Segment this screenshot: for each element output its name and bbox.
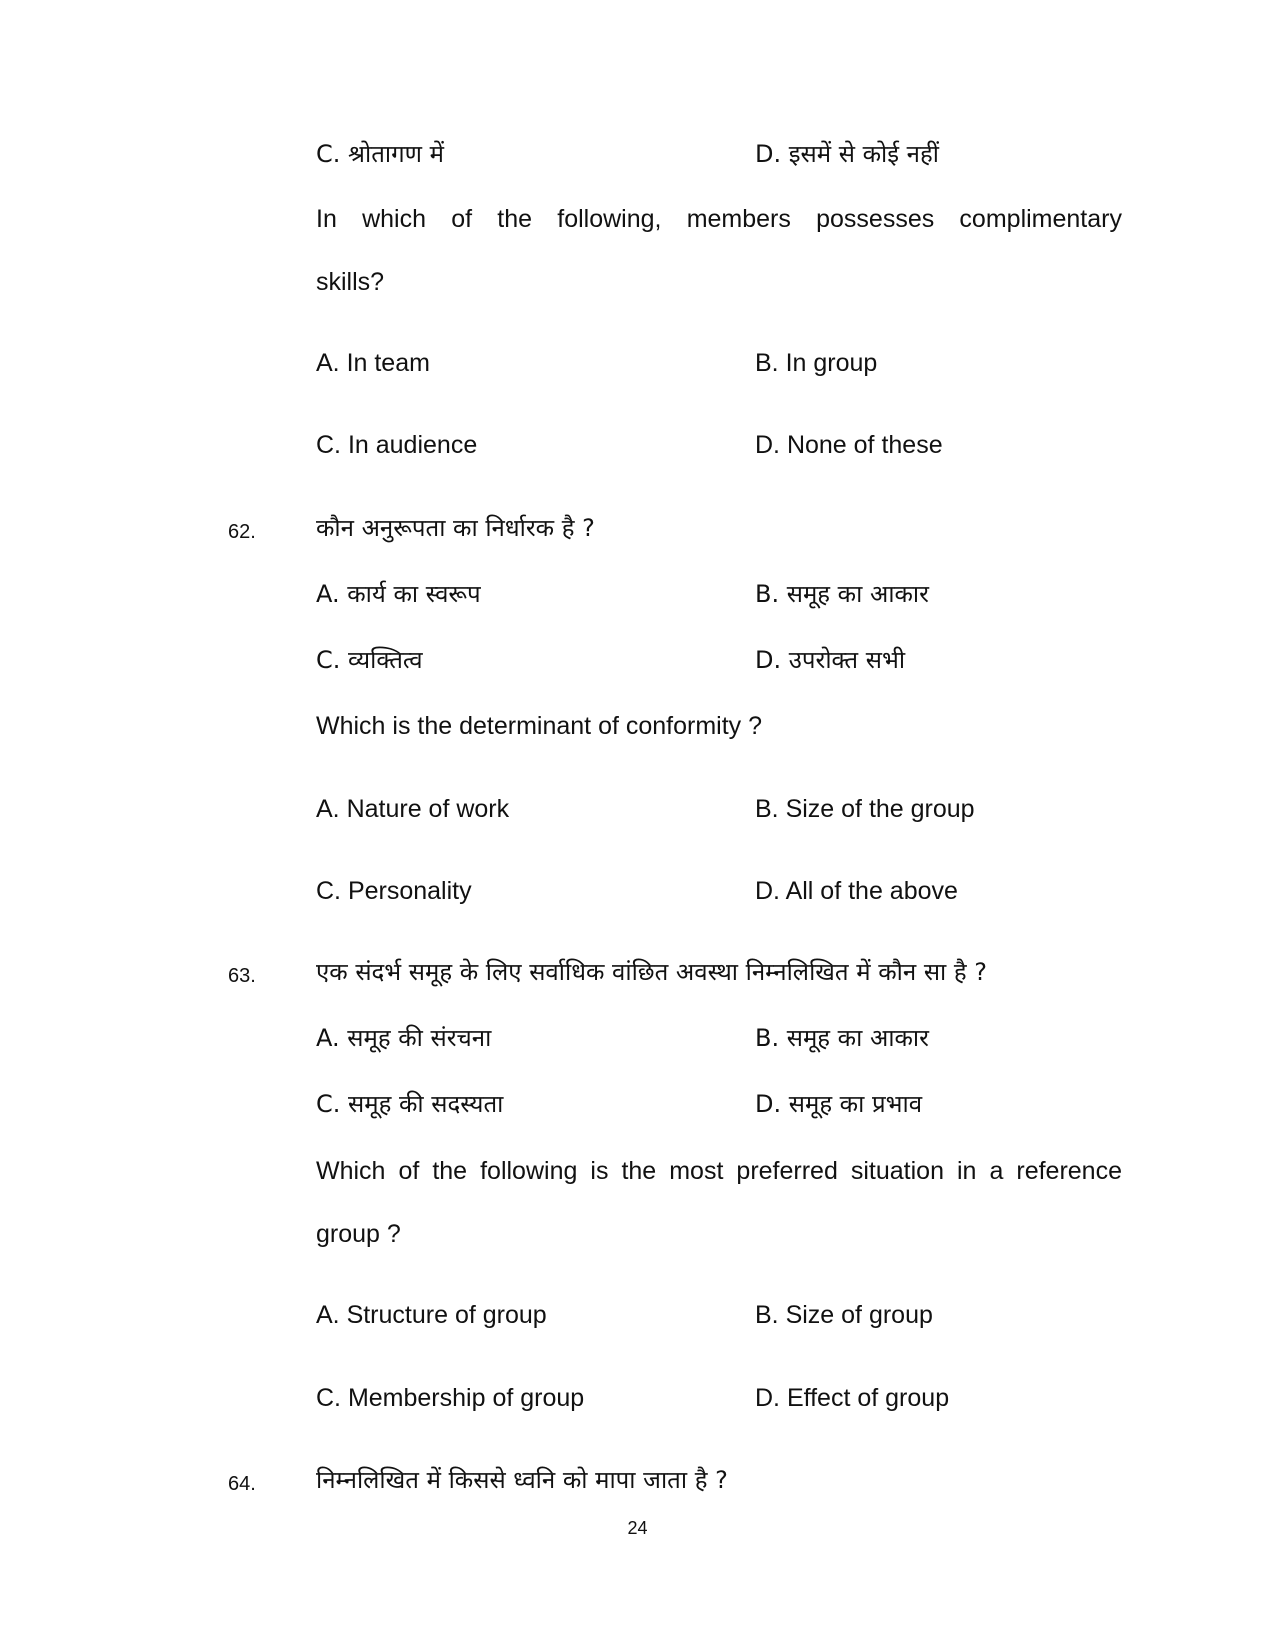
q61-english-option-b: B. In group xyxy=(755,349,878,377)
q61-english-option-d: D. None of these xyxy=(755,431,943,459)
q63-english-option-b: B. Size of group xyxy=(755,1301,933,1329)
q62-english-option-a: A. Nature of work xyxy=(316,795,510,823)
q62-hindi-question: कौन अनुरूपता का निर्धारक है ? xyxy=(316,514,595,542)
q61-english-question-line2: skills? xyxy=(316,268,385,296)
q61-hindi-option-c: C. श्रोतागण में xyxy=(316,140,444,168)
q63-english-option-d: D. Effect of group xyxy=(755,1384,950,1412)
q61-english-question-line1: In which of the following, members possesses complimentary xyxy=(316,205,1122,233)
q63-english-question-line1: Which of the following is the most preferred situation in a reference xyxy=(316,1157,1122,1185)
question-number-63: 63. xyxy=(228,965,256,987)
question-number-64: 64. xyxy=(228,1473,256,1495)
q63-hindi-question: एक संदर्भ समूह के लिए सर्वाधिक वांछित अवस्था निम्नलिखित में कौन सा है ? xyxy=(316,958,987,986)
q62-hindi-option-a: A. कार्य का स्वरूप xyxy=(316,580,481,608)
q63-english-option-c: C. Membership of group xyxy=(316,1384,585,1412)
q62-english-option-c: C. Personality xyxy=(316,877,472,905)
q63-english-question-line2: group ? xyxy=(316,1220,401,1248)
q62-english-option-b: B. Size of the group xyxy=(755,795,975,823)
q63-hindi-option-b: B. समूह का आकार xyxy=(755,1024,929,1052)
q63-hindi-option-c: C. समूह की सदस्यता xyxy=(316,1090,504,1118)
q61-english-option-a: A. In team xyxy=(316,349,430,377)
q63-hindi-option-a: A. समूह की संरचना xyxy=(316,1024,492,1052)
q62-hindi-option-d: D. उपरोक्त सभी xyxy=(755,646,906,674)
q62-hindi-option-c: C. व्यक्तित्व xyxy=(316,646,423,674)
q61-hindi-option-d: D. इसमें से कोई नहीं xyxy=(755,140,939,168)
q64-hindi-question: निम्नलिखित में किससे ध्वनि को मापा जाता है ? xyxy=(316,1466,728,1494)
q63-english-option-a: A. Structure of group xyxy=(316,1301,547,1329)
q62-english-option-d: D. All of the above xyxy=(755,877,958,905)
q62-hindi-option-b: B. समूह का आकार xyxy=(755,580,929,608)
question-number-62: 62. xyxy=(228,521,256,543)
page-number: 24 xyxy=(627,1518,648,1538)
q63-hindi-option-d: D. समूह का प्रभाव xyxy=(755,1090,923,1118)
q62-english-question: Which is the determinant of conformity ? xyxy=(316,712,763,740)
q61-english-option-c: C. In audience xyxy=(316,431,478,459)
